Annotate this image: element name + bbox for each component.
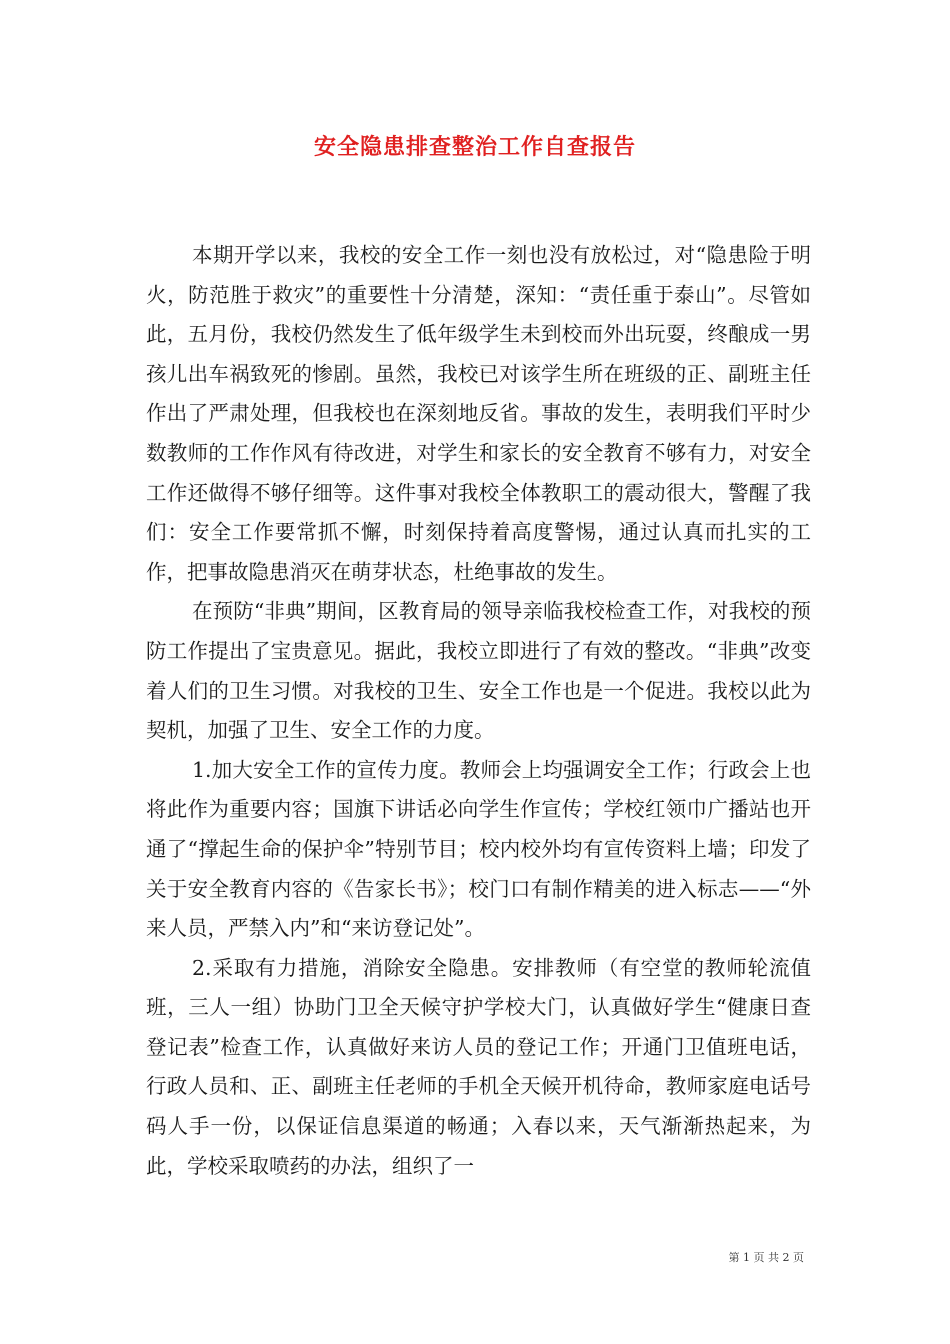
paragraph-intro: 本期开学以来，我校的安全工作一刻也没有放松过，对“隐患险于明火，防范胜于救灾”的重要性十分清楚，深知：“责任重于泰山”。尽管如此，五月份，我校仍然发生了低年级学生未到校而外出玩耍，终酿成一男孩儿出车祸致死的惨剧。虽然，我校已对该学生所在班级的正、副班主任作出了严肃处理，但我校也在深刻地反省。事故的发生，表明我们平时少数教师的工作作风有待改进，对学生和家长的安全教育不够有力，对安全工作还做得不够仔细等。这件事对我校全体教职工的震动很大，警醒了我们：安全工作要常抓不懈，时刻保持着高度警惕，通过认真而扎实的工作，把事故隐患消灭在萌芽状态，杜绝事故的发生。 [146, 243, 811, 584]
document-title: 安全隐患排查整治工作自查报告 [313, 134, 636, 160]
paragraph-item-1-publicity: 1.加大安全工作的宣传力度。教师会上均强调安全工作；行政会上也将此作为重要内容；国旗下讲话必向学生作宣传；学校红领巾广播站也开通了“撑起生命的保护伞”特别节目；校内校外均有宣传资料上墙；印发了关于安全教育内容的《告家长书》；校门口有制作精美的进入标志——“外来人员，严禁入内”和“来访登记处”。 [146, 757, 811, 941]
paragraph-sars-prevention: 在预防“非典”期间，区教育局的领导亲临我校检查工作，对我校的预防工作提出了宝贵意见。据此，我校立即进行了有效的整改。“非典”改变着人们的卫生习惯。对我校的卫生、安全工作也是一个促进。我校以此为契机，加强了卫生、安全工作的力度。 [146, 599, 811, 743]
paragraph-item-2-measures: 2.采取有力措施，消除安全隐患。安排教师（有空堂的教师轮流值班，三人一组）协助门卫全天候守护学校大门，认真做好学生“健康日查登记表”检查工作，认真做好来访人员的登记工作；开通门卫值班电话，行政人员和、正、副班主任老师的手机全天候开机待命，教师家庭电话号码人手一份，以保证信息渠道的畅通；入春以来，天气渐渐热起来，为此，学校采取喷药的办法，组织了一 [146, 955, 811, 1178]
page-number-footer: 第 1 页 共 2 页 [728, 1251, 804, 1264]
document-body [146, 236, 811, 1186]
